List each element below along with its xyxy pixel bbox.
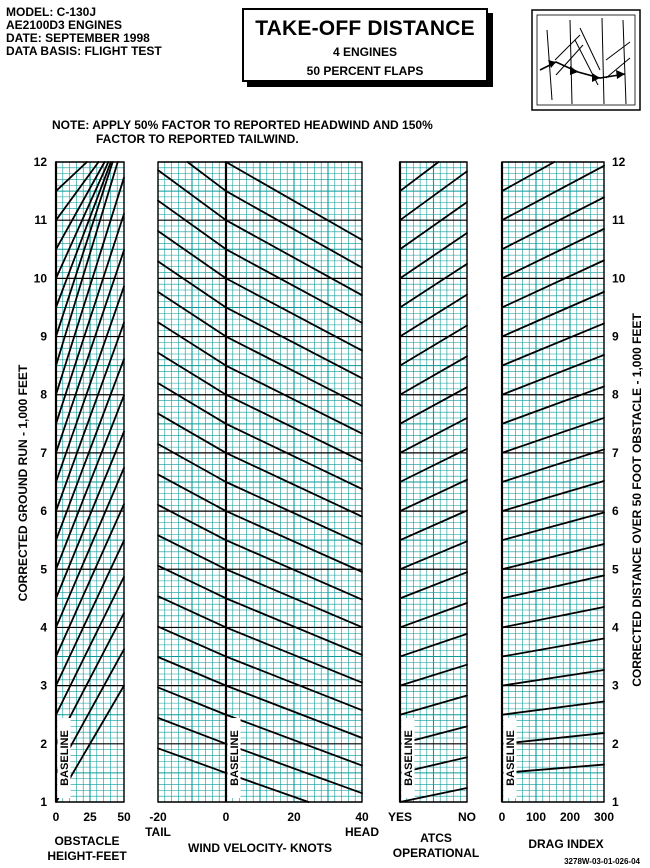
flaps-subtitle: 50 PERCENT FLAPS (306, 64, 424, 78)
data-basis-text: DATA BASIS: FLIGHT TEST (6, 44, 162, 58)
right-tick-label: 2 (612, 736, 619, 751)
x-tick-obstacle: 0 (52, 810, 60, 824)
left-tick-label: 3 (40, 678, 47, 693)
wind-direction-label: HEAD (344, 825, 380, 839)
right-tick-label: 1 (612, 795, 619, 809)
left-tick-label: 10 (33, 271, 47, 286)
left-axis-label: CORRECTED GROUND RUN - 1,000 FEET (16, 364, 30, 602)
panel-label-wind: WIND VELOCITY- KNOTS (188, 841, 332, 855)
x-tick-drag: 200 (559, 810, 581, 824)
panel-label-obstacle: HEIGHT-FEET (47, 849, 127, 863)
left-tick-label: 2 (40, 736, 47, 751)
left-tick-label: 7 (40, 445, 47, 460)
right-tick-label: 6 (612, 504, 619, 519)
left-tick-label: 9 (40, 329, 47, 344)
right-tick-label: 12 (612, 155, 626, 169)
engines-text: AE2100D3 ENGINES (6, 18, 123, 32)
panel-label-drag: DRAG INDEX (528, 837, 604, 851)
x-tick-drag: 100 (525, 810, 547, 824)
x-tick-obstacle: 25 (83, 810, 97, 824)
baseline-label: BASELINE (505, 730, 517, 786)
right-tick-label: 8 (612, 387, 619, 402)
left-tick-label: 8 (40, 387, 47, 402)
wind-direction-label: TAIL (145, 825, 171, 839)
left-tick-label: 5 (40, 562, 47, 577)
panel-grid-drag (502, 162, 604, 802)
x-tick-wind: 40 (355, 810, 369, 824)
x-tick-drag: 0 (498, 810, 506, 824)
document-number: 3278W-03-01-026-04 (564, 857, 640, 866)
x-tick-drag: 300 (593, 810, 615, 824)
x-tick-wind: 0 (222, 810, 230, 824)
engines-subtitle: 4 ENGINES (332, 45, 398, 59)
right-tick-label: 10 (612, 271, 626, 286)
chart-title: TAKE-OFF DISTANCE (255, 17, 475, 40)
left-tick-label: 12 (33, 155, 47, 169)
baseline-label: BASELINE (403, 730, 415, 786)
right-tick-label: 5 (612, 562, 619, 577)
panel-label-atcs: ATCS (420, 831, 452, 845)
right-tick-label: 9 (612, 329, 619, 344)
x-tick-atcs: YES (387, 810, 413, 824)
x-tick-wind: -20 (149, 810, 167, 824)
right-axis-label: CORRECTED DISTANCE OVER 50 FOOT OBSTACLE - 1,000 FEET (630, 313, 644, 687)
x-tick-obstacle: 50 (117, 810, 131, 824)
grid-layer (56, 162, 604, 802)
model-text: MODEL: C-130J (6, 5, 97, 19)
x-tick-atcs: NO (458, 810, 476, 824)
right-tick-label: 3 (612, 678, 619, 693)
right-tick-label: 11 (612, 213, 625, 228)
left-tick-label: 4 (40, 620, 47, 635)
panel-label-obstacle: OBSTACLE (54, 834, 120, 848)
right-tick-label: 7 (612, 445, 619, 460)
baseline-label: BASELINE (59, 730, 71, 786)
baseline-label: BASELINE (229, 730, 241, 786)
left-tick-label: 1 (40, 795, 47, 809)
note-line-1: NOTE: APPLY 50% FACTOR TO REPORTED HEADWIND AND 150% (52, 118, 433, 132)
x-tick-wind: 20 (287, 810, 301, 824)
left-tick-label: 11 (34, 213, 47, 228)
note-line-2: FACTOR TO REPORTED TAILWIND. (96, 132, 299, 146)
panel-label-atcs: OPERATIONAL (392, 846, 480, 860)
right-tick-label: 4 (612, 620, 619, 635)
left-tick-label: 6 (40, 504, 47, 519)
date-text: DATE: SEPTEMBER 1998 (6, 31, 150, 45)
panel-grid-wind (158, 162, 362, 802)
